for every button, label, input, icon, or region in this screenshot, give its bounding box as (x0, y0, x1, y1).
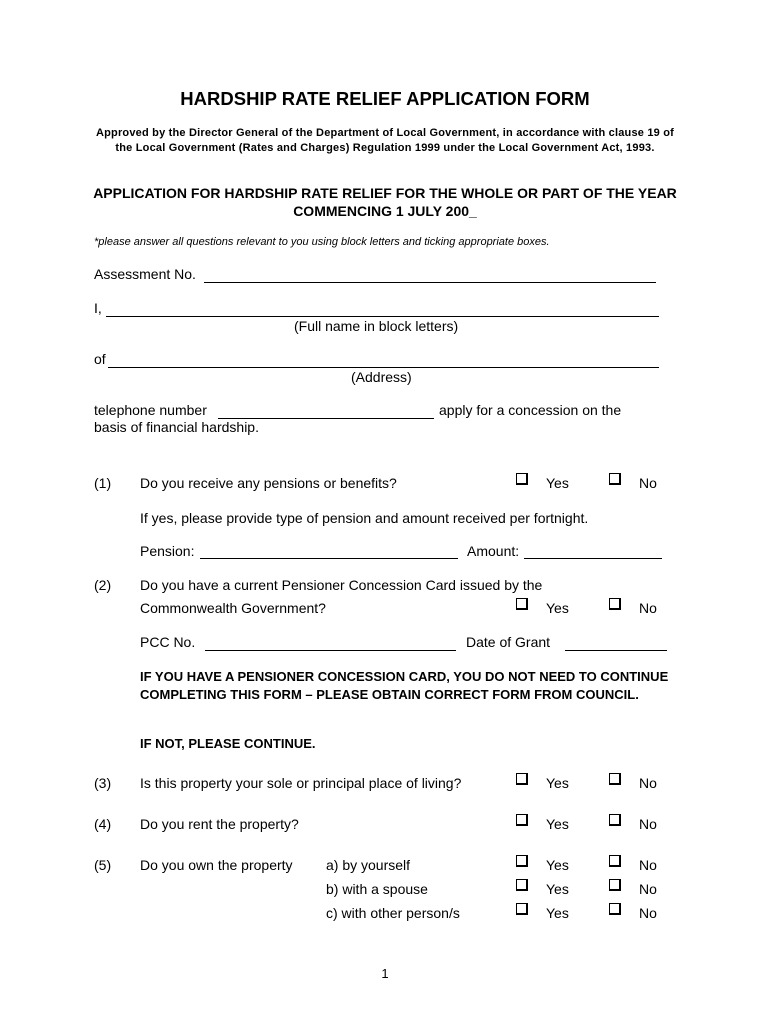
pcc-input-line[interactable] (205, 650, 456, 651)
assessment-input-line[interactable] (204, 282, 656, 283)
q3-number: (3) (94, 775, 112, 791)
amount-label: Amount: (467, 543, 520, 559)
pension-input-line[interactable] (200, 558, 458, 559)
q2-text-line2: Commonwealth Government? (140, 600, 326, 616)
q1-number: (1) (94, 475, 112, 491)
pension-label: Pension: (140, 543, 195, 559)
q3-yes-label: Yes (546, 775, 569, 791)
name-caption: (Full name in block letters) (294, 318, 459, 334)
q2-no-checkbox[interactable] (609, 598, 621, 610)
q3-yes-checkbox[interactable] (516, 773, 528, 785)
q5-option-c: c) with other person/s (326, 905, 460, 921)
continue-note: IF NOT, PLEASE CONTINUE. (140, 736, 316, 751)
address-caption: (Address) (351, 369, 412, 385)
q4-no-label: No (639, 816, 657, 832)
q5c-no-label: No (639, 905, 657, 921)
q5a-yes-label: Yes (546, 857, 569, 873)
q4-text: Do you rent the property? (140, 816, 299, 832)
grant-input-line[interactable] (565, 650, 667, 651)
q1-text: Do you receive any pensions or benefits? (140, 475, 397, 491)
telephone-label: telephone number (94, 402, 207, 418)
full-name-input-line[interactable] (106, 316, 659, 317)
q5c-no-checkbox[interactable] (609, 903, 621, 915)
name-prefix: I, (94, 300, 102, 316)
q2-number: (2) (94, 577, 112, 593)
q1-no-label: No (639, 475, 657, 491)
q1-no-checkbox[interactable] (609, 473, 621, 485)
q2-text-line1: Do you have a current Pensioner Concession Card issued by the (140, 577, 543, 593)
form-title: HARDSHIP RATE RELIEF APPLICATION FORM (180, 88, 590, 109)
assessment-label: Assessment No. (94, 266, 196, 282)
amount-input-line[interactable] (524, 558, 662, 559)
q5c-yes-checkbox[interactable] (516, 903, 528, 915)
q4-number: (4) (94, 816, 112, 832)
q2-yes-label: Yes (546, 600, 569, 616)
application-heading: APPLICATION FOR HARDSHIP RATE RELIEF FOR THE WHOLE OR PART OF THE YEAR COMMENCING 1 JULY 200_ (93, 185, 677, 219)
instructions: *please answer all questions relevant to you using block letters and ticking appropriate boxes. (94, 236, 550, 248)
q5b-no-label: No (639, 881, 657, 897)
q5b-no-checkbox[interactable] (609, 879, 621, 891)
q5a-no-label: No (639, 857, 657, 873)
telephone-line2: basis of financial hardship. (94, 419, 259, 435)
pcc-label: PCC No. (140, 634, 196, 650)
q4-yes-checkbox[interactable] (516, 814, 528, 826)
q2-no-label: No (639, 600, 657, 616)
telephone-suffix: apply for a concession on the (439, 402, 622, 418)
page-number: 1 (381, 966, 389, 981)
q5a-yes-checkbox[interactable] (516, 855, 528, 867)
q1-yes-label: Yes (546, 475, 569, 491)
q1-followup: If yes, please provide type of pension and amount received per fortnight. (140, 510, 589, 526)
approval-statement: Approved by the Director General of the Department of Local Government, in accordance with clause 19 of the Local Government (Rates and Charges) Regulation 1999 under the Local Government Act, 1993. (95, 127, 675, 154)
q5-text: Do you own the property (140, 857, 293, 873)
q3-no-checkbox[interactable] (609, 773, 621, 785)
q1-yes-checkbox[interactable] (516, 473, 528, 485)
q3-text: Is this property your sole or principal place of living? (140, 775, 462, 791)
q5c-yes-label: Yes (546, 905, 569, 921)
q5a-no-checkbox[interactable] (609, 855, 621, 867)
grant-label: Date of Grant (466, 634, 551, 650)
address-prefix: of (94, 351, 106, 367)
q5-number: (5) (94, 857, 112, 873)
q5-option-b: b) with a spouse (326, 881, 428, 897)
pensioner-warning: IF YOU HAVE A PENSIONER CONCESSION CARD, YOU DO NOT NEED TO CONTINUE COMPLETING THIS FORM – PLEASE OBTAIN CORRECT FORM FROM COUNCIL. (140, 669, 669, 702)
q4-yes-label: Yes (546, 816, 569, 832)
q2-yes-checkbox[interactable] (516, 598, 528, 610)
q3-no-label: No (639, 775, 657, 791)
address-input-line[interactable] (108, 367, 659, 368)
q4-no-checkbox[interactable] (609, 814, 621, 826)
q5b-yes-label: Yes (546, 881, 569, 897)
q5-option-a: a) by yourself (326, 857, 411, 873)
q5b-yes-checkbox[interactable] (516, 879, 528, 891)
